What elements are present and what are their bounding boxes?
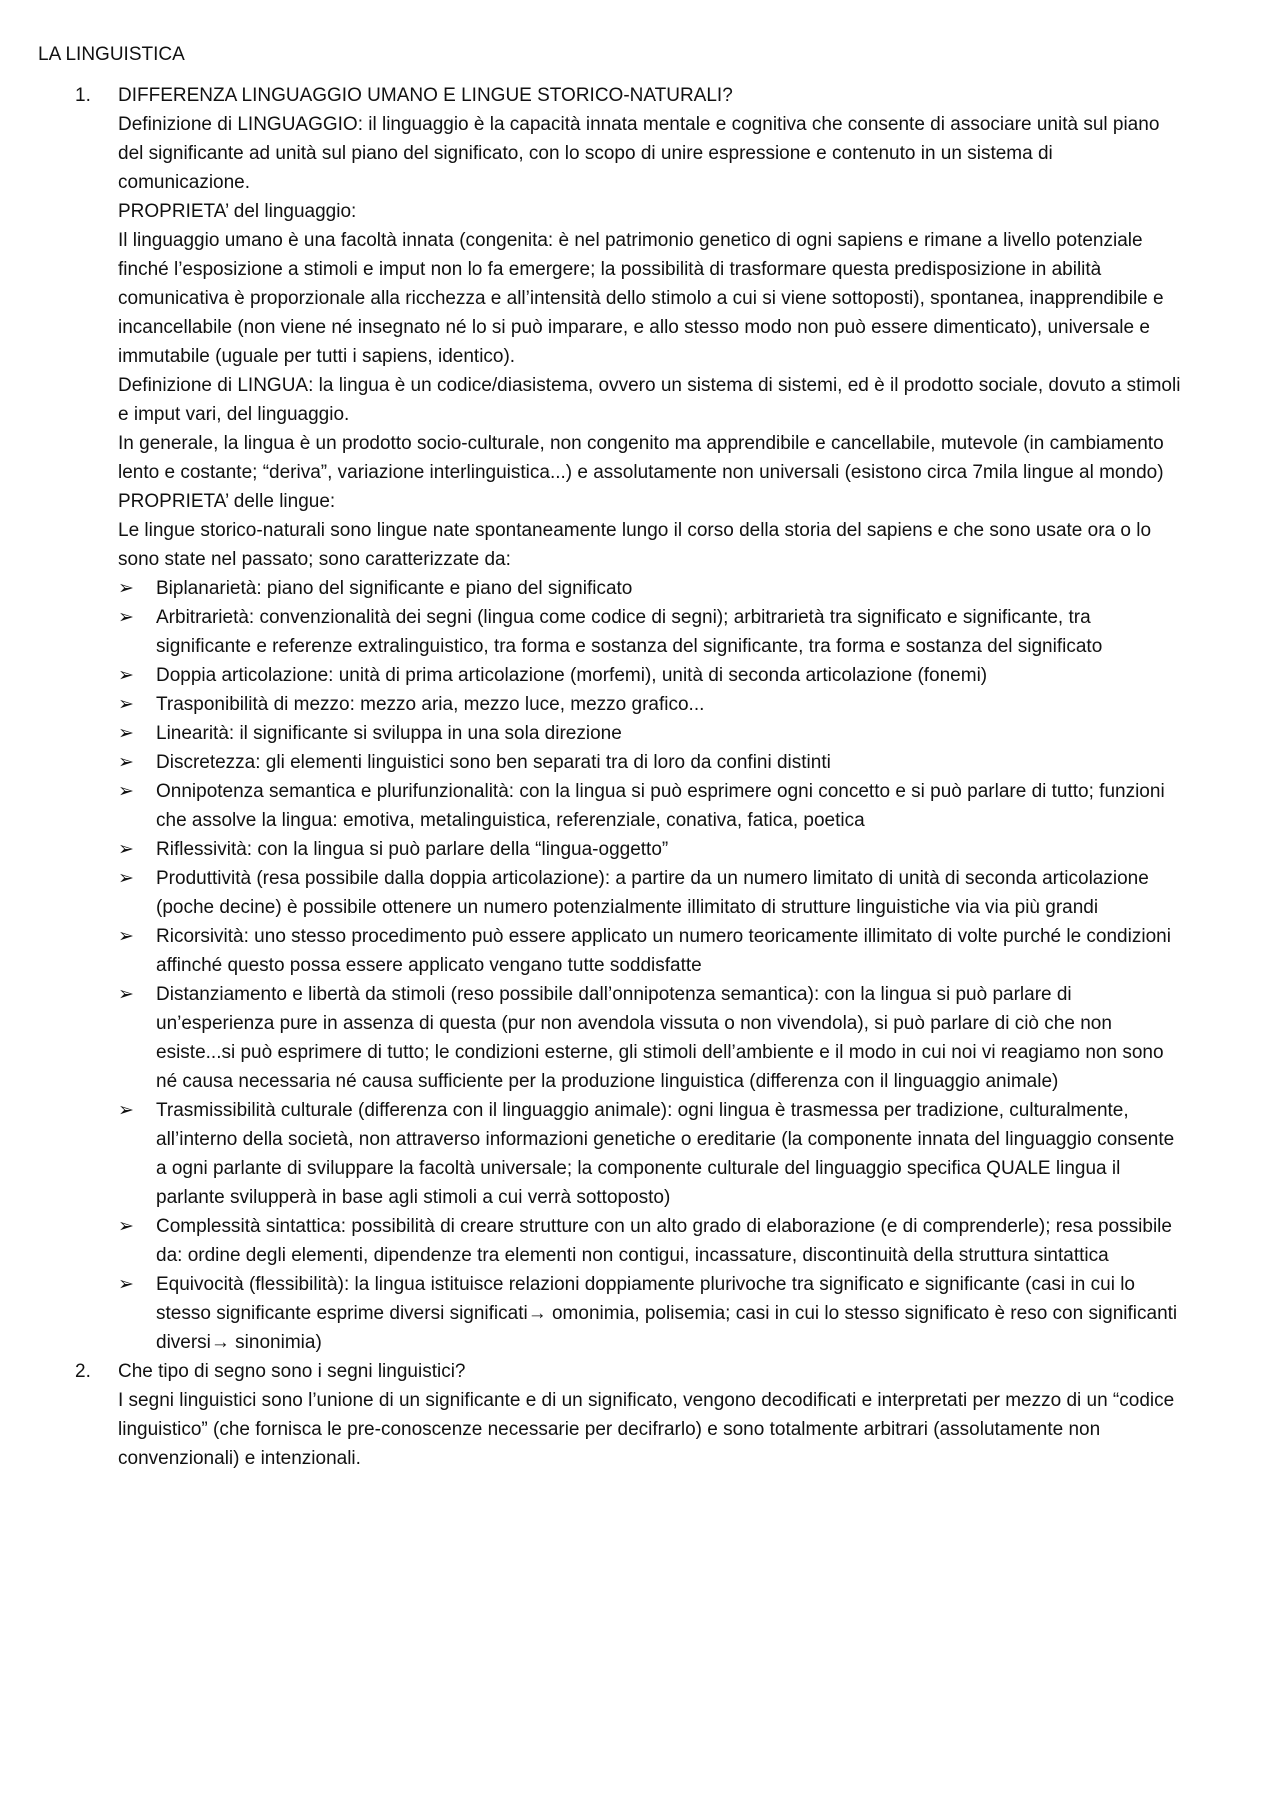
lingua-general-text: In generale, la lingua è un prodotto socio-culturale, non congenito ma apprendibile e cancellabile, mutevole (in cambiamento lento e costante; “deriva”, variazione interlinguistica...) e assolutamente non universali (esistono circa 7mila lingue al mondo): [118, 433, 1164, 483]
arrow-bullet-icon: ➢: [118, 723, 134, 744]
list-item: [118, 1212, 1188, 1270]
definition-lingua: Definizione di LINGUA: la lingua è un codice/diasistema, ovvero un sistema di sistemi, ed è il prodotto sociale, dovuto a stimoli e imput vari, del linguaggio.: [118, 375, 1181, 425]
list-item-text: Discretezza: gli elementi linguistici sono ben separati tra di loro da confini distinti: [156, 752, 831, 773]
arrow-bullet-icon: ➢: [118, 1274, 134, 1295]
section-2-heading: Che tipo di segno sono i segni linguistici?: [118, 1361, 466, 1382]
list-item: [118, 1096, 1188, 1212]
list-item: [118, 574, 1188, 603]
list-item: [118, 1270, 1188, 1357]
arrow-bullet-icon: ➢: [118, 926, 134, 947]
section-1: [38, 81, 1188, 1357]
list-item: [118, 922, 1188, 980]
list-item: [118, 603, 1188, 661]
list-item-text: Linearità: il significante si sviluppa in una sola direzione: [156, 723, 622, 744]
section-1-heading: DIFFERENZA LINGUAGGIO UMANO E LINGUE STORICO-NATURALI?: [118, 85, 733, 106]
list-item: [118, 719, 1188, 748]
arrow-bullet-icon: ➢: [118, 781, 134, 802]
arrow-bullet-icon: ➢: [118, 752, 134, 773]
arrow-bullet-icon: ➢: [118, 984, 134, 1005]
section-2: [38, 1357, 1188, 1473]
properties-linguaggio-text: Il linguaggio umano è una facoltà innata (congenita: è nel patrimonio genetico di ogni sapiens e rimane a livello potenziale finché l’esposizione a stimoli e imput non lo fa emergere; la possibilità di trasformare questa predisposizione in abilità comunicativa è proporzionale alla ricchezza e all’intensità dello stimolo a cui si viene sottoposti), spontanea, inapprendibile e incancellabile (non viene né insegnato né lo si può imparare, e allo stesso modo non può essere dimenticato), universale e immutabile (uguale per tutti i sapiens, identico).: [118, 230, 1164, 367]
list-item-text: Complessità sintattica: possibilità di creare strutture con un alto grado di elaborazione (e di comprenderle); resa possibile da: ordine degli elementi, dipendenze tra elementi non contigui, incassature, discontinuità della struttura sintattica: [156, 1216, 1172, 1266]
list-item-text: Distanziamento e libertà da stimoli (reso possibile dall’onnipotenza semantica): con la lingua si può parlare di un’esperienza pure in assenza di questa (pur non avendola vissuta o non vivendola), si può parlare di ciò che non esiste...si può esprimere di tutto; le condizioni esterne, gli stimoli dell’ambiente e il modo in cui noi vi reagiamo non sono né causa necessaria né causa sufficiente per la produzione linguistica (differenza con il linguaggio animale): [156, 984, 1164, 1092]
arrow-bullet-icon: ➢: [118, 839, 134, 860]
arrow-bullet-icon: ➢: [118, 1216, 134, 1237]
arrow-bullet-icon: ➢: [118, 694, 134, 715]
arrow-bullet-icon: ➢: [118, 1100, 134, 1121]
list-item-text: Produttività (resa possibile dalla doppia articolazione): a partire da un numero limitato di unità di seconda articolazione (poche decine) è possibile ottenere un numero potenzialmente illimitato di strutture linguistiche via via più grandi: [156, 868, 1149, 918]
properties-lingue-intro: Le lingue storico-naturali sono lingue nate spontaneamente lungo il corso della storia del sapiens e che sono usate ora o lo sono state nel passato; sono caratterizzate da:: [118, 520, 1152, 570]
arrow-bullet-icon: ➢: [118, 868, 134, 889]
list-item-text: Trasponibilità di mezzo: mezzo aria, mezzo luce, mezzo grafico...: [156, 694, 705, 715]
list-item: [118, 777, 1188, 835]
list-item-text: Doppia articolazione: unità di prima articolazione (morfemi), unità di seconda articolazione (fonemi): [156, 665, 988, 686]
list-item-text: Trasmissibilità culturale (differenza con il linguaggio animale): ogni lingua è trasmessa per tradizione, culturalmente, all’interno della società, non attraverso informazioni genetiche o ereditarie (la componente innata del linguaggio consente a ogni parlante di sviluppare la facoltà universale; la componente culturale del linguaggio specifica QUALE lingua il parlante svilupperà in base agli stimoli a cui verrà sottoposto): [156, 1100, 1175, 1208]
definition-linguaggio: Definizione di LINGUAGGIO: il linguaggio è la capacità innata mentale e cognitiva che consente di associare unità sul piano del significante ad unità sul piano del significato, con lo scopo di unire espressione e contenuto in un sistema di comunicazione.: [118, 114, 1160, 193]
list-item: [118, 748, 1188, 777]
list-item-text: Equivocità (flessibilità): la lingua istituisce relazioni doppiamente plurivoche tra significato e significante (casi in cui lo stesso significante esprime diversi significati→ omonimia, polisemia; casi in cui lo stesso significato è reso con significanti diversi→ sinonimia): [156, 1274, 1178, 1353]
document-title: LA LINGUISTICA: [38, 44, 185, 65]
list-item: [118, 661, 1188, 690]
list-item-text: Onnipotenza semantica e plurifunzionalità: con la lingua si può esprimere ogni concetto e si può parlare di tutto; funzioni che assolve la lingua: emotiva, metalinguistica, referenziale, conativa, fatica, poetica: [156, 781, 1165, 831]
list-item-text: Arbitrarietà: convenzionalità dei segni (lingua come codice di segni); arbitrarietà tra significato e significante, tra significante e referenze extralinguistico, tra forma e sostanza del significante, tra forma e sostanza del significato: [156, 607, 1103, 657]
section-2-text: I segni linguistici sono l’unione di un significante e di un significato, vengono decodificati e interpretati per mezzo di un “codice linguistico” (che fornisca le pre-conoscenze necessarie per decifrarlo) e sono totalmente arbitrari (assolutamente non convenzionali) e intenzionali.: [118, 1390, 1175, 1469]
arrow-bullet-icon: ➢: [118, 607, 134, 628]
section-2-number: 2.: [75, 1361, 91, 1382]
properties-linguaggio-heading: PROPRIETA’ del linguaggio:: [118, 201, 357, 222]
section-1-number: 1.: [75, 85, 91, 106]
list-item: [118, 980, 1188, 1096]
properties-list: [118, 574, 1188, 1357]
list-item: [118, 835, 1188, 864]
list-item: [118, 864, 1188, 922]
list-item-text: Ricorsività: uno stesso procedimento può essere applicato un numero teoricamente illimitato di volte purché le condizioni affinché questo possa essere applicato vengano tutte soddisfatte: [156, 926, 1171, 976]
arrow-bullet-icon: ➢: [118, 578, 134, 599]
list-item-text: Biplanarietà: piano del significante e piano del significato: [156, 578, 633, 599]
list-item: [118, 690, 1188, 719]
arrow-bullet-icon: ➢: [118, 665, 134, 686]
properties-lingue-heading: PROPRIETA’ delle lingue:: [118, 491, 336, 512]
document-page: [38, 40, 1188, 1473]
list-item-text: Riflessività: con la lingua si può parlare della “lingua-oggetto”: [156, 839, 669, 860]
